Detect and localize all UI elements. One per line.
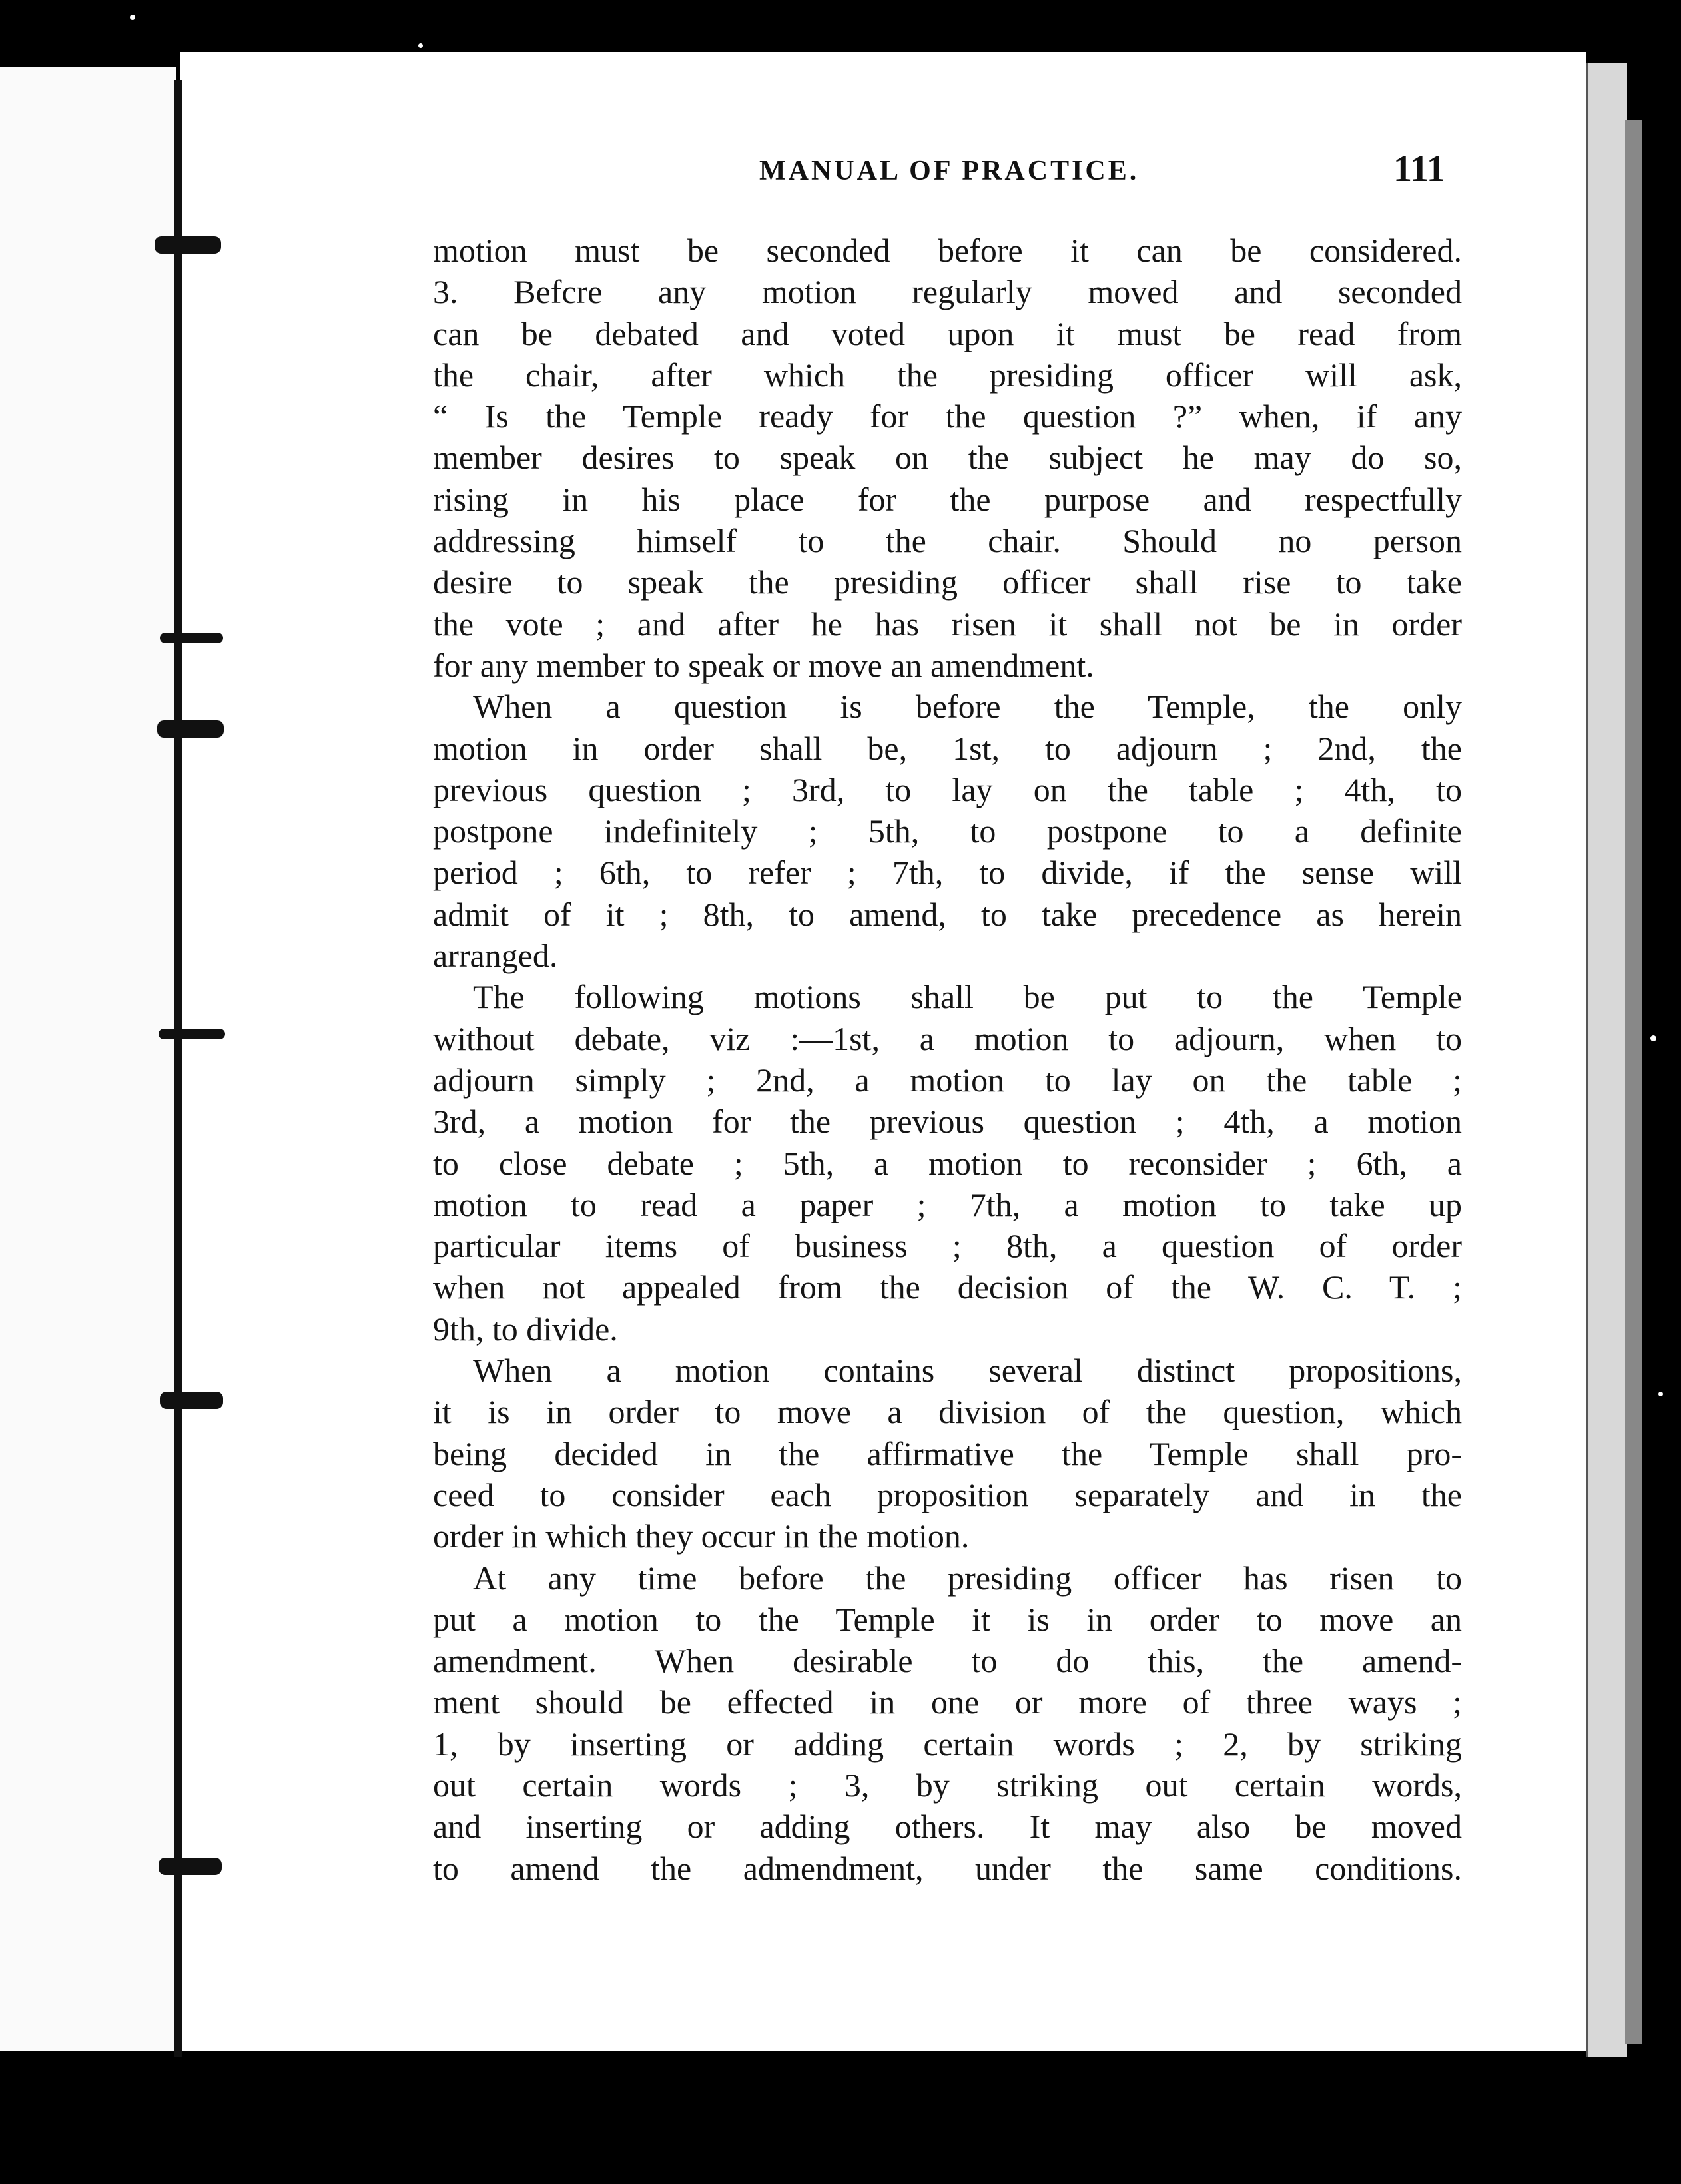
text-line: put a motion to the Temple it is in order to move an [433,1600,1462,1638]
scan-speck [418,43,423,48]
text-line: order in which they occur in the motion. [433,1517,970,1555]
text-line: can be debated and voted upon it must be read from [433,314,1462,352]
text-line: when not appealed from the decision of the W. C. T. ; [433,1268,1462,1306]
binding-stitch [157,720,224,738]
text-line: member desires to speak on the subject he may do so, [433,439,1462,477]
paragraph-first-line: The following motions shall be put to the Temple [473,978,1462,1016]
text-line: ceed to consider each proposition separately and in the [433,1476,1462,1513]
text-line: particular items of business ; 8th, a question of order [433,1227,1462,1265]
text-line: 1, by inserting or adding certain words ; 2, by striking [433,1725,1462,1763]
text-line: to close debate ; 5th, a motion to reconsider ; 6th, a [433,1144,1462,1182]
text-line: addressing himself to the chair. Should no person [433,522,1462,560]
body-text [433,230,1462,1889]
text-line: to amend the admendment, under the same conditions. [433,1849,1462,1887]
text-line: adjourn simply ; 2nd, a motion to lay on the table ; [433,1061,1462,1099]
scan-speck [130,15,135,20]
text-line: rising in his place for the purpose and respectfully [433,480,1462,518]
text-line: arranged. [433,937,558,975]
text-line: and inserting or adding others. It may also be moved [433,1808,1462,1846]
text-line: postpone indefinitely ; 5th, to postpone to a definite [433,812,1462,850]
page-number: 111 [1393,148,1445,190]
text-line: motion in order shall be, 1st, to adjourn ; 2nd, the [433,729,1462,767]
text-line: desire to speak the presiding officer shall rise to take [433,563,1462,601]
text-line: out certain words ; 3, by striking out certain words, [433,1766,1462,1804]
text-line: for any member to speak or move an amendment. [433,646,1094,684]
scan-speck [1650,1035,1656,1041]
text-line: the vote ; and after he has risen it shall not be in order [433,605,1462,643]
text-line: ment should be effected in one or more of three ways ; [433,1683,1462,1721]
text-line: the chair, after which the presiding officer will ask, [433,356,1462,394]
text-line: 3. Befcre any motion regularly moved and seconded [433,273,1462,311]
paragraph-first-line: At any time before the presiding officer has risen to [473,1559,1462,1597]
binding-stitch [160,633,223,643]
binding-stitch [159,1029,225,1039]
text-line: period ; 6th, to refer ; 7th, to divide, if the sense will [433,854,1462,892]
page-fore-edge-shadow [1625,120,1642,2044]
paragraph-first-line: When a motion contains several distinct propositions, [473,1352,1462,1390]
page-fore-edge [1586,63,1627,2057]
binding-stitch [160,1392,223,1409]
text-line: it is in order to move a division of the question, which [433,1393,1462,1431]
text-line: being decided in the affirmative the Temple shall pro- [433,1434,1462,1472]
text-line: admit of it ; 8th, to amend, to take precedence as herein [433,895,1462,933]
text-line: previous question ; 3rd, to lay on the table ; 4th, to [433,770,1462,808]
facing-page-edge [0,67,176,2051]
paragraph-first-line: When a question is before the Temple, the only [473,688,1462,726]
text-line: “ Is the Temple ready for the question ?” when, if any [433,398,1462,435]
text-line: without debate, viz :—1st, a motion to adjourn, when to [433,1019,1462,1057]
binding-stitch [155,236,221,254]
text-line: motion must be seconded before it can be considered. [433,232,1462,269]
text-line: motion to read a paper ; 7th, a motion to take up [433,1185,1462,1223]
text-line: amendment. When desirable to do this, the amend- [433,1642,1462,1680]
running-head: MANUAL OF PRACTICE. [759,156,1140,186]
binding-thread [174,80,182,2057]
text-line: 9th, to divide. [433,1310,618,1348]
binding-stitch [159,1858,222,1875]
scan-speck [1658,1392,1663,1396]
text-line: 3rd, a motion for the previous question ; 4th, a motion [433,1103,1462,1141]
